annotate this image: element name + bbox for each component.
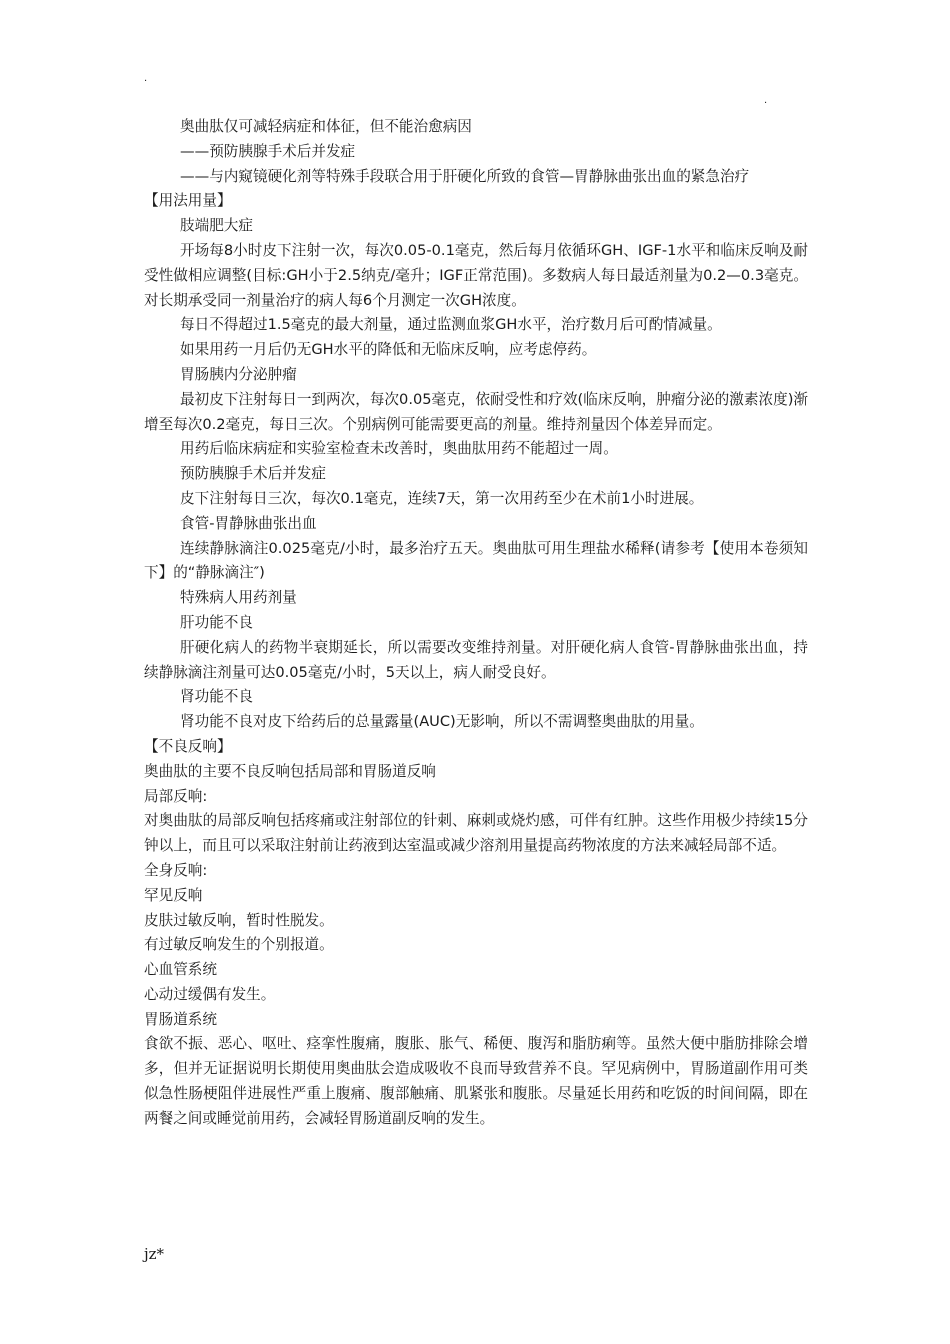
paragraph: ——与内窥镜硬化剂等特殊手段联合用于肝硬化所致的食管—胃静脉曲张出血的紧急治疗 [180, 167, 750, 185]
paragraph: 肢端肥大症 [180, 217, 253, 235]
paragraph: 预防胰腺手术后并发症 [180, 465, 326, 483]
paragraph: 用药后临床病症和实验室检查未改善时，奥曲肽用药不能超过一周。 [180, 440, 618, 458]
paragraph: 全身反响: [144, 861, 208, 879]
paragraph: 奥曲肽仅可减轻病症和体征，但不能治愈病因 [180, 118, 472, 135]
paragraph: 最初皮下注射每日一到两次，每次0.05毫克，依耐受性和疗效(临床反响，肿瘤分泌的激素浓度)渐增至每次0.2毫克，每日三次。个别病例可能需要更高的剂量。维持剂量因个体差异而定。 [144, 390, 808, 433]
paragraph: 肝功能不良 [180, 613, 253, 631]
paragraph: 心血管系统 [144, 961, 217, 979]
paragraph: 肝硬化病人的药物半衰期延长，所以需要改变维持剂量。对肝硬化病人食管-胃静脉曲张出血，持续静脉滴注剂量可达0.05毫克/小时，5天以上，病人耐受良好。 [144, 638, 808, 681]
header-mark-left: . [144, 73, 148, 84]
paragraph: 如果用药一月后仍无GH水平的降低和无临床反响，应考虑停药。 [180, 341, 597, 359]
paragraph: 对奥曲肽的局部反响包括疼痛或注射部位的针刺、麻刺或烧灼感，可伴有红肿。这些作用极少持续15分钟以上，而且可以采取注射前让药液到达室温或减少溶剂用量提高药物浓度的方法来减轻局部不适。 [144, 812, 808, 855]
paragraph: 心动过缓偶有发生。 [144, 985, 276, 1003]
paragraph: 每日不得超过1.5毫克的最大剂量，通过监测血浆GH水平，治疗数月后可酌情减量。 [180, 316, 722, 334]
paragraph: 奥曲肽的主要不良反响包括局部和胃肠道反响 [144, 762, 436, 780]
paragraph: 胃肠道系统 [144, 1010, 217, 1028]
paragraph: 特殊病人用药剂量 [180, 589, 297, 607]
paragraph: 食欲不振、恶心、呕吐、痉挛性腹痛，腹胀、胀气、稀便、腹泻和脂肪痢等。虽然大便中脂肪排除会增多，但并无证据说明长期使用奥曲肽会造成吸收不良而导致营养不良。罕见病例中，胃肠道副作用可类似急性肠梗阻伴进展性严重上腹痛、腹部触痛、肌紧张和腹胀。尽量延长用药和吃饭的时间间隔，即在两餐之间或睡觉前用药，会减轻胃肠道副反响的发生。 [144, 1035, 808, 1127]
paragraph: 开场每8小时皮下注射一次，每次0.05-0.1毫克，然后每月依循环GH、IGF-1水平和临床反响及耐受性做相应调整(目标:GH小于2.5纳克/毫升；IGF正常范围)。多数病人每日最适剂量为0.2—0.3毫克。对长期承受同一剂量治疗的病人每6个月测定一次GH浓度。 [144, 241, 808, 309]
paragraph: 肾功能不良 [180, 688, 253, 706]
section-heading: 【不良反响】 [144, 737, 232, 755]
header-mark-right: . [764, 95, 768, 106]
paragraph: 连续静脉滴注0.025毫克/小时，最多治疗五天。奥曲肽可用生理盐水稀释(请参考【使用本卷须知下】的“静脉滴注″) [144, 539, 808, 582]
paragraph: 有过敏反响发生的个别报道。 [144, 936, 334, 954]
paragraph: 皮下注射每日三次，每次0.1毫克，连续7天，第一次用药至少在术前1小时进展。 [180, 489, 704, 507]
paragraph: 罕见反响 [144, 886, 203, 904]
document-body [144, 115, 808, 1132]
paragraph: 皮肤过敏反响，暂时性脱发。 [144, 911, 334, 929]
paragraph: ——预防胰腺手术后并发症 [180, 142, 356, 160]
paragraph: 食管-胃静脉曲张出血 [180, 514, 317, 532]
paragraph: 胃肠胰内分泌肿瘤 [180, 365, 297, 383]
paragraph: 局部反响: [144, 787, 208, 805]
page-footer: jz* [144, 1245, 165, 1263]
paragraph: 肾功能不良对皮下给药后的总量露量(AUC)无影响，所以不需调整奥曲肽的用量。 [180, 713, 704, 731]
section-heading: 【用法用量】 [144, 192, 232, 210]
